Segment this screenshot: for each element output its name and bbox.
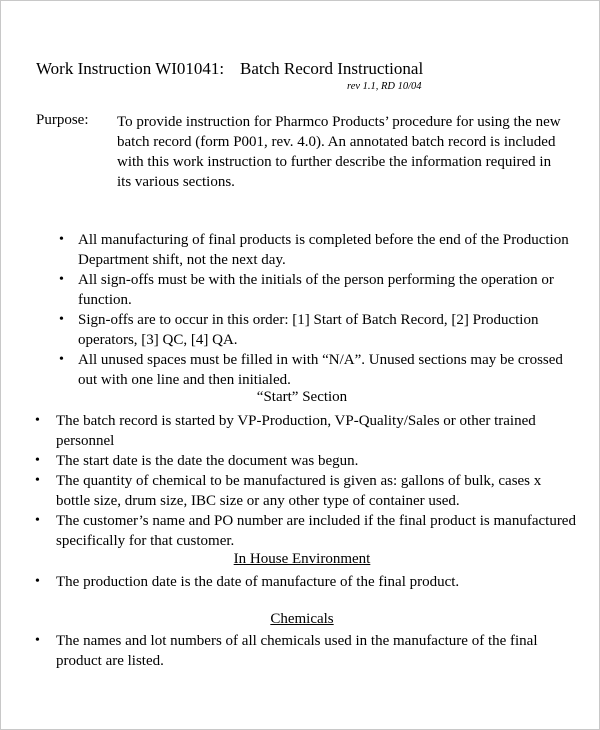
bullet-icon: • <box>35 633 40 648</box>
bullet-icon: • <box>35 574 40 589</box>
bullet-icon: • <box>59 272 64 287</box>
list-item <box>35 631 576 671</box>
chemicals-list <box>35 631 576 671</box>
start-section-heading: “Start” Section <box>256 389 348 405</box>
bullet-icon: • <box>59 312 64 327</box>
list-item-text: The customer’s name and PO number are included if the final product is manufactured specifically for that customer. <box>56 513 576 549</box>
bullet-icon: • <box>59 232 64 247</box>
bullet-icon: • <box>35 513 40 528</box>
list-item-text: The quantity of chemical to be manufactured is given as: gallons of bulk, cases x bottle size, drum size, IBC size or any other type of container used. <box>56 473 542 509</box>
list-item <box>59 310 578 350</box>
in-house-environment-heading <box>2 551 600 568</box>
bullet-icon: • <box>35 413 40 428</box>
general-rules-list <box>59 230 578 390</box>
document-header <box>36 59 424 79</box>
list-item <box>59 230 578 270</box>
bullet-icon: • <box>59 352 64 367</box>
work-instruction-number: Work Instruction WI01041: <box>36 59 225 78</box>
list-item-text: Sign-offs are to occur in this order: [1] Start of Batch Record, [2] Production operators, [3] QC, [4] QA. <box>78 312 539 348</box>
list-item <box>35 411 576 451</box>
list-item-text: The names and lot numbers of all chemicals used in the manufacture of the final product are listed. <box>56 633 538 669</box>
in-house-environment-heading-text: In House Environment <box>233 551 371 567</box>
purpose-label: Purpose: <box>36 112 89 128</box>
list-item <box>35 511 576 551</box>
list-item-text: All sign-offs must be with the initials of the person performing the operation or function. <box>78 272 554 308</box>
list-item <box>35 451 576 471</box>
list-item-text: All unused spaces must be filled in with “N/A”. Unused sections may be crossed out with one line and then initialed. <box>78 352 563 388</box>
bullet-icon: • <box>35 453 40 468</box>
list-item-text: The production date is the date of manufacture of the final product. <box>56 574 460 590</box>
list-item-text: All manufacturing of final products is completed before the end of the Production Department shift, not the next day. <box>78 232 569 268</box>
list-item <box>59 270 578 310</box>
revision-note: rev 1.1, RD 10/04 <box>347 81 422 92</box>
purpose-text: To provide instruction for Pharmco Products’ procedure for using the new batch record (form P001, rev. 4.0). An annotated batch record is included with this work instruction to further describe the information required in its various sections. <box>117 114 561 190</box>
document-title: Batch Record Instructional <box>240 59 424 78</box>
list-item <box>59 350 578 390</box>
list-item <box>35 471 576 511</box>
bullet-icon: • <box>35 473 40 488</box>
in-house-environment-list <box>35 572 576 592</box>
start-section-list <box>35 411 576 551</box>
chemicals-heading <box>2 611 600 628</box>
list-item-text: The start date is the date the document was begun. <box>56 453 359 469</box>
chemicals-heading-text: Chemicals <box>270 611 334 627</box>
list-item-text: The batch record is started by VP-Production, VP-Quality/Sales or other trained personnel <box>56 413 536 449</box>
list-item <box>35 572 576 592</box>
